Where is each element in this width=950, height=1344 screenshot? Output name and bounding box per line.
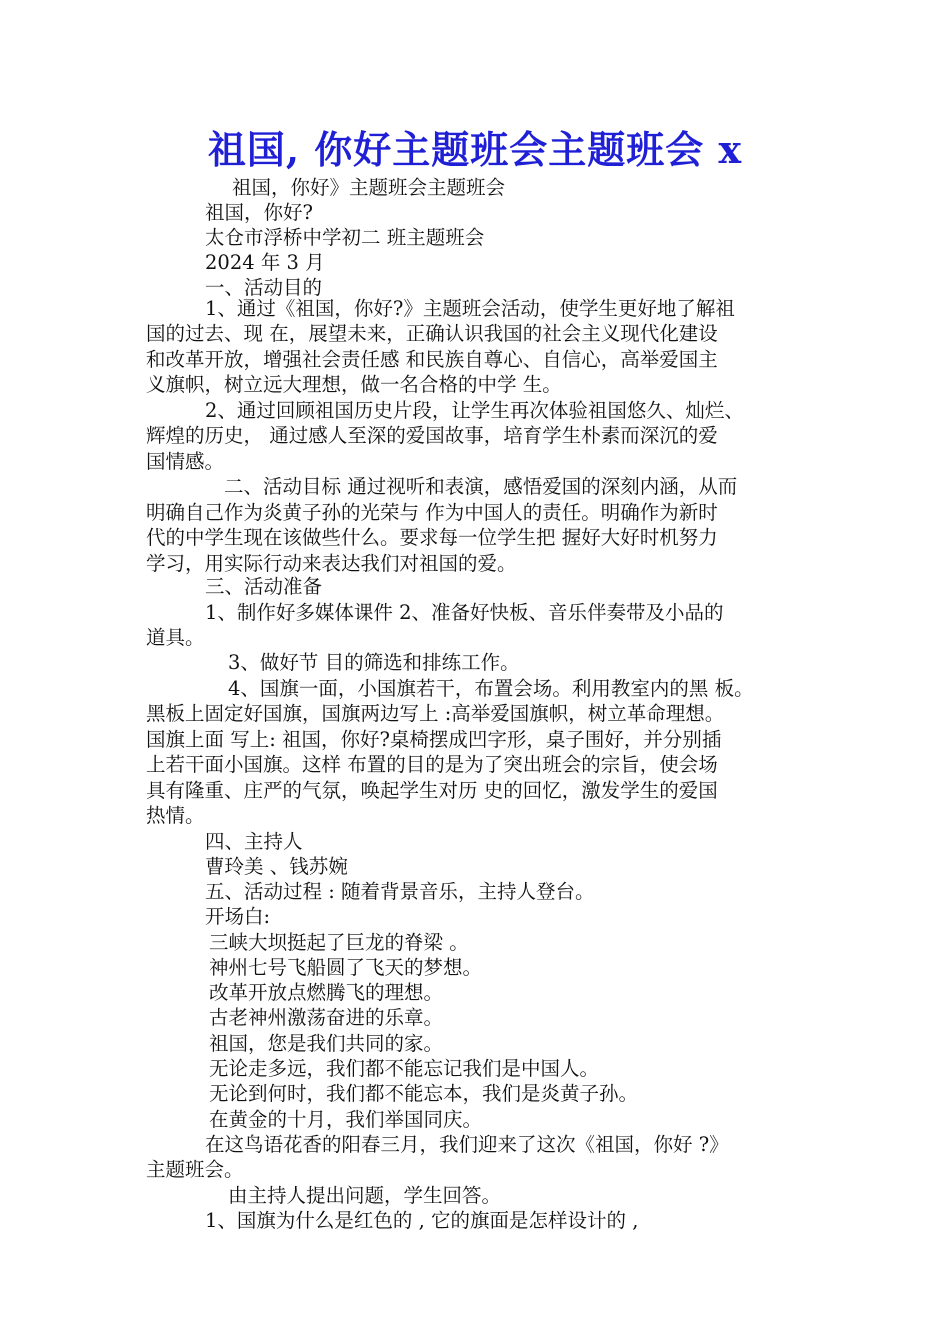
text-line: 国旗上面 写上: 祖国，你好?桌椅摆成凹字形，桌子围好，并分别插 bbox=[146, 728, 722, 751]
text-line: 曹玲美 、钱苏婉 bbox=[205, 855, 348, 878]
text-line: 三、活动准备 bbox=[205, 575, 323, 598]
text-line: 和改革开放，增强社会责任感 和民族自尊心、自信心，高举爱国主 bbox=[146, 348, 718, 371]
text-line: 无论走多远，我们都不能忘记我们是中国人。 bbox=[209, 1057, 600, 1080]
text-line: 三峡大坝挺起了巨龙的脊梁 。 bbox=[209, 931, 469, 954]
text-line: 主题班会。 bbox=[146, 1158, 244, 1181]
text-line: 4、国旗一面，小国旗若干，布置会场。利用教室内的黑 板。 bbox=[228, 677, 754, 700]
text-line: 国情感。 bbox=[146, 450, 225, 473]
text-line: 神州七号飞船圆了飞天的梦想。 bbox=[209, 956, 483, 979]
text-line: 2024 年 3 月 bbox=[205, 251, 325, 274]
document-title: 祖国, 你好主题班会主题班会 x bbox=[207, 127, 743, 172]
text-line: 祖国，你好? bbox=[205, 201, 313, 224]
text-line: 黑板上固定好国旗，国旗两边写上 :高举爱国旗帜，树立革命理想。 bbox=[146, 702, 725, 725]
text-line: 义旗帜，树立远大理想，做一名合格的中学 生。 bbox=[146, 373, 562, 396]
text-line: 五、活动过程 : 随着背景音乐，主持人登台。 bbox=[205, 880, 595, 903]
text-line: 祖国，你好》主题班会主题班会 bbox=[232, 176, 506, 199]
text-line: 明确自己作为炎黄子孙的光荣与 作为中国人的责任。明确作为新时 bbox=[146, 501, 718, 524]
text-line: 学习，用实际行动来表达我们对祖国的爱。 bbox=[146, 552, 517, 575]
text-line: 1、通过《祖国，你好?》主题班会活动，使学生更好地了解祖 bbox=[205, 297, 735, 320]
text-line: 1、国旗为什么是红色的 , 它的旗面是怎样设计的 , bbox=[205, 1209, 639, 1232]
text-line: 无论到何时，我们都不能忘本，我们是炎黄子孙。 bbox=[209, 1082, 639, 1105]
text-line: 道具。 bbox=[146, 626, 205, 649]
text-line: 古老神州激荡奋进的乐章。 bbox=[209, 1006, 444, 1029]
text-line: 四、主持人 bbox=[205, 830, 303, 853]
text-line: 1、制作好多媒体课件 2、准备好快板、音乐伴奏带及小品的 bbox=[205, 601, 724, 624]
text-line: 由主持人提出问题，学生回答。 bbox=[228, 1184, 502, 1207]
text-line: 太仓市浮桥中学初二 班主题班会 bbox=[205, 226, 485, 249]
text-line: 开场白: bbox=[205, 905, 271, 928]
text-line: 具有隆重、庄严的气氛，唤起学生对历 史的回忆，激发学生的爱国 bbox=[146, 779, 718, 802]
text-line: 2、通过回顾祖国历史片段，让学生再次体验祖国悠久、灿烂、 bbox=[205, 399, 744, 422]
text-line: 热情。 bbox=[146, 804, 205, 827]
text-line: 国的过去、现 在，展望未来，正确认识我国的社会主义现代化建设 bbox=[146, 322, 718, 345]
text-line: 二、活动目标 通过视听和表演，感悟爱国的深刻内涵，从而 bbox=[224, 475, 738, 498]
text-line: 在这鸟语花香的阳春三月，我们迎来了这次《祖国，你好 ?》 bbox=[205, 1133, 729, 1156]
text-line: 祖国，您是我们共同的家。 bbox=[209, 1032, 444, 1055]
text-line: 代的中学生现在该做些什么。要求每一位学生把 握好大好时机努力 bbox=[146, 526, 718, 549]
text-line: 3、做好节 目的筛选和排练工作。 bbox=[228, 651, 520, 674]
text-line: 上若干面小国旗。这样 布置的目的是为了突出班会的宗旨，使会场 bbox=[146, 753, 718, 776]
text-line: 一、活动目的 bbox=[205, 276, 323, 299]
text-line: 辉煌的历史， 通过感人至深的爱国故事，培育学生朴素而深沉的爱 bbox=[146, 424, 718, 447]
text-line: 在黄金的十月，我们举国同庆。 bbox=[209, 1108, 483, 1131]
text-line: 改革开放点燃腾飞的理想。 bbox=[209, 981, 444, 1004]
